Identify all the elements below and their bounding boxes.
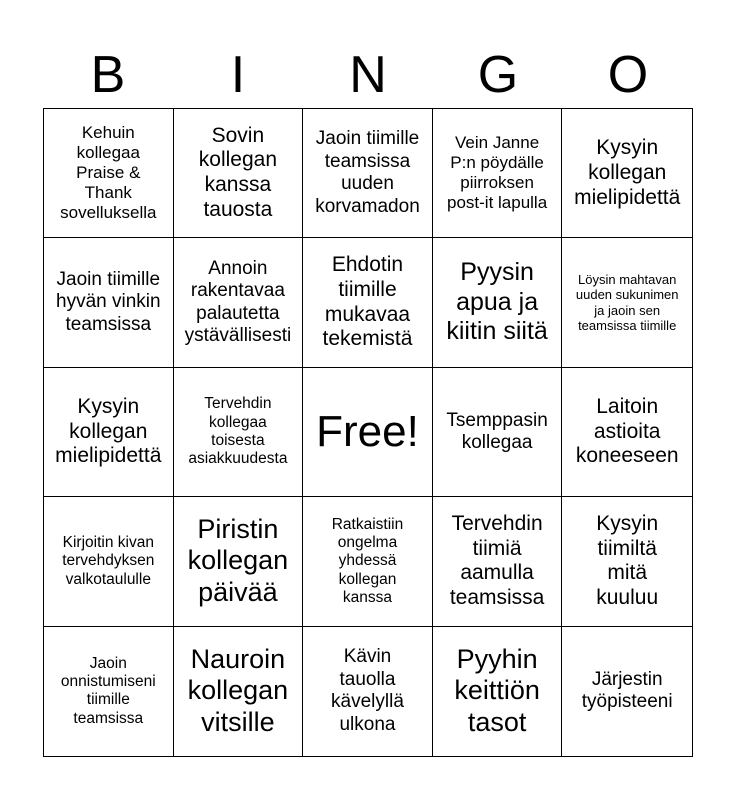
bingo-cell[interactable] <box>433 109 563 238</box>
cell-text: Piristin kollegan päivää <box>187 513 289 608</box>
cell-text: Kävin tauolla kävelyllä ulkona <box>331 646 404 735</box>
cell-text: Kysyin kollegan mielipidettä <box>574 136 681 209</box>
bingo-grid <box>43 108 693 757</box>
bingo-cell[interactable] <box>433 238 563 367</box>
bingo-cell[interactable] <box>562 627 692 756</box>
bingo-cell[interactable] <box>562 497 692 626</box>
bingo-cell[interactable] <box>44 368 174 497</box>
cell-text: Kysyin kollegan mielipidettä <box>55 394 162 468</box>
bingo-cell[interactable] <box>303 497 433 626</box>
bingo-cell[interactable] <box>44 109 174 238</box>
bingo-cell[interactable] <box>303 109 433 238</box>
bingo-cell[interactable] <box>44 497 174 626</box>
cell-text: Sovin kollegan kanssa tauosta <box>198 123 277 221</box>
cell-text: Kehuin kollegaa Praise & Thank sovelluksella <box>60 123 157 223</box>
cell-text: Jaoin onnistumiseni tiimille teamsissa <box>60 654 156 727</box>
bingo-cell[interactable] <box>303 238 433 367</box>
header-letter-o: O <box>607 46 649 104</box>
cell-text: Jaoin tiimille hyvän vinkin teamsissa <box>56 268 161 335</box>
bingo-cell[interactable] <box>433 497 563 626</box>
bingo-cell[interactable] <box>303 368 433 497</box>
cell-text: Ehdotin tiimille mukavaa tekemistä <box>322 253 413 351</box>
cell-text: Pyyhin keittiön tasot <box>454 643 540 738</box>
cell-text-free: Free! <box>316 407 419 457</box>
cell-text: Pyysin apua ja kiitin siitä <box>446 258 548 346</box>
bingo-cell[interactable] <box>174 497 304 626</box>
bingo-cell[interactable] <box>562 368 692 497</box>
header-letter-i: I <box>230 46 246 104</box>
header-letter-n: N <box>349 46 387 104</box>
cell-text: Tervehdin tiimiä aamulla teamsissa <box>449 511 545 610</box>
bingo-cell[interactable] <box>562 109 692 238</box>
bingo-cell[interactable] <box>433 627 563 756</box>
cell-text: Vein Janne P:n pöydälle piirroksen post-it lapulla <box>447 133 548 213</box>
bingo-cell[interactable] <box>303 627 433 756</box>
bingo-cell[interactable] <box>562 238 692 367</box>
cell-text: Nauroin kollegan vitsille <box>187 643 289 738</box>
bingo-cell[interactable] <box>174 238 304 367</box>
bingo-cell[interactable] <box>174 109 304 238</box>
cell-text: Löysin mahtavan uuden sukunimen ja jaoin sen teamsissa tiimille <box>575 271 679 333</box>
cell-text: Tervehdin kollegaa toisesta asiakkuudesta <box>188 395 288 468</box>
bingo-cell[interactable] <box>174 368 304 497</box>
cell-text: Annoin rakentavaa palautetta ystävällisesti <box>184 257 292 346</box>
header-letter-g: G <box>477 46 519 104</box>
bingo-cell[interactable] <box>433 368 563 497</box>
bingo-cell[interactable] <box>44 627 174 756</box>
bingo-header <box>43 40 693 110</box>
bingo-cell[interactable] <box>174 627 304 756</box>
cell-text: Ratkaistiin ongelma yhdessä kollegan kanssa <box>331 515 404 606</box>
cell-text: Järjestin työpisteeni <box>581 668 673 713</box>
cell-text: Laitoin astioita koneeseen <box>575 394 679 468</box>
cell-text: Tsemppasin kollegaa <box>446 409 548 453</box>
bingo-cell[interactable] <box>44 238 174 367</box>
header-letter-b: B <box>90 46 126 104</box>
cell-text: Kysyin tiimiltä mitä kuuluu <box>596 511 659 610</box>
cell-text: Kirjoitin kivan tervehdyksen valkotaululle <box>62 533 155 588</box>
cell-text: Jaoin tiimille teamsissa uuden korvamadon <box>315 128 420 217</box>
